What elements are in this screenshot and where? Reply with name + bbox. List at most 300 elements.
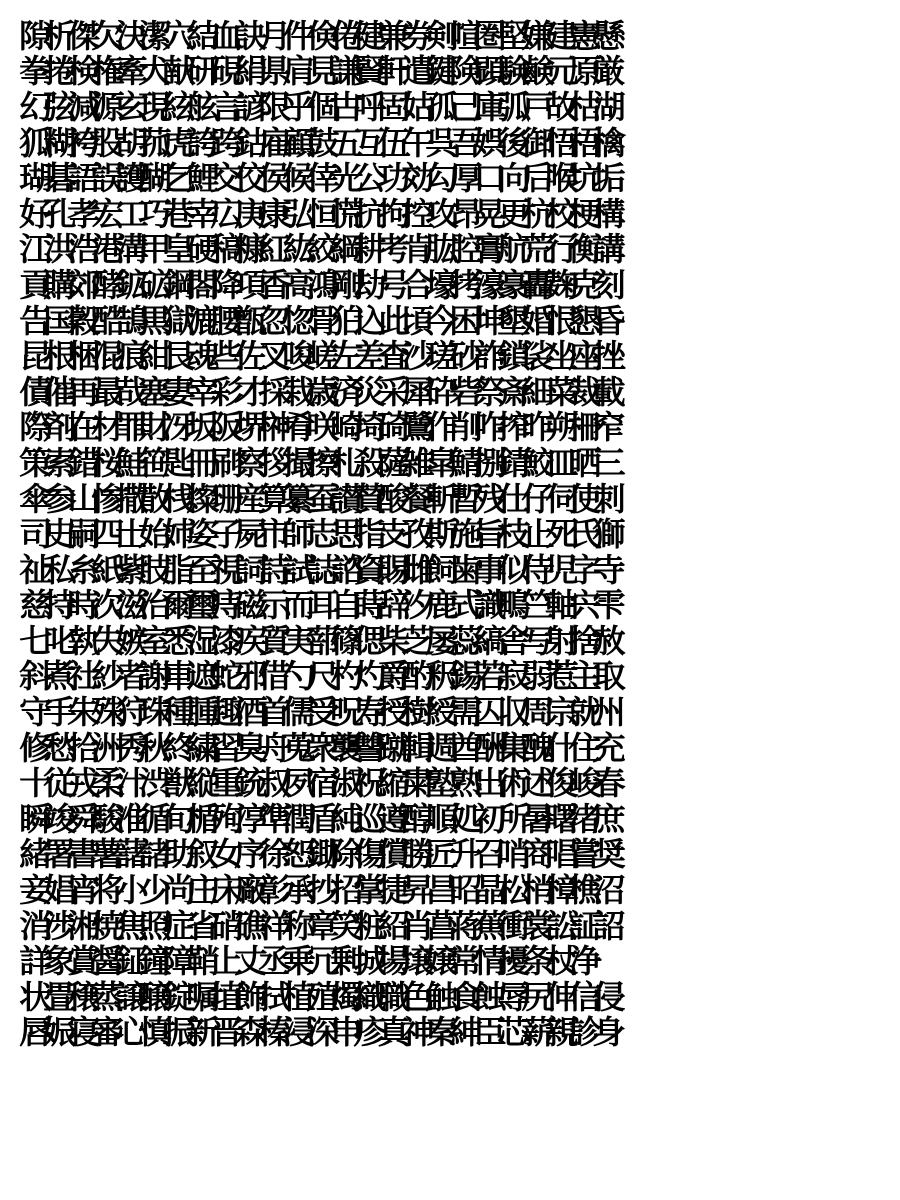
glyph-cell: 砕	[425, 372, 459, 411]
glyph-cell: 梧	[568, 123, 603, 162]
glyph-cell: 込	[353, 301, 388, 340]
glyph-cell: 吾	[449, 123, 483, 162]
glyph-cell: 殺	[353, 443, 388, 482]
glyph-cell: 森	[234, 1013, 268, 1052]
glyph-row	[19, 16, 876, 55]
glyph-cell: 惨	[90, 479, 125, 518]
glyph-cell: 錆	[496, 443, 531, 482]
glyph-cell: 綱	[329, 230, 364, 269]
glyph-cell: 溝	[114, 230, 149, 269]
glyph-cell: 巧	[138, 194, 173, 233]
glyph-cell: 克	[568, 265, 603, 304]
glyph-cell: 験	[496, 52, 531, 91]
glyph-cell: 借	[258, 657, 292, 696]
glyph-cell: 志	[305, 515, 340, 554]
glyph-cell: 畳	[43, 977, 77, 1016]
glyph-cell: 悟	[544, 123, 579, 162]
glyph-cell: 恕	[281, 835, 316, 874]
glyph-cell: 月	[258, 16, 292, 55]
glyph-cell: 叱	[43, 621, 77, 660]
glyph-cell: 崎	[329, 408, 364, 447]
glyph-cell: 堺	[234, 408, 268, 447]
glyph-cell: 醤	[90, 942, 125, 981]
glyph-cell: 脂	[162, 550, 197, 589]
glyph-cell: 捨	[568, 621, 603, 660]
glyph-cell: 匙	[162, 443, 197, 482]
glyph-cell: 晃	[473, 194, 507, 233]
glyph-cell: 腫	[186, 693, 220, 732]
glyph-cell: 豪	[496, 265, 531, 304]
glyph-cell: 襲	[329, 728, 364, 767]
glyph-cell: 宿	[305, 764, 340, 803]
glyph-cell: 承	[281, 871, 316, 910]
glyph-cell: 削	[449, 408, 483, 447]
glyph-cell: 持	[43, 586, 77, 625]
glyph-cell: 昂	[449, 194, 483, 233]
glyph-cell: 笑	[329, 906, 364, 945]
glyph-cell: 申	[329, 1013, 364, 1052]
glyph-cell: 似	[496, 550, 531, 589]
glyph-cell: 璽	[186, 586, 220, 625]
glyph-cell: 購	[43, 265, 77, 304]
glyph-cell: 出	[473, 764, 507, 803]
glyph-cell: 朱	[66, 693, 101, 732]
glyph-cell: 刻	[592, 265, 627, 304]
glyph-cell: 血	[210, 16, 244, 55]
glyph-cell: 鼓	[305, 123, 340, 162]
glyph-cell: 皿	[544, 443, 579, 482]
glyph-cell: 券	[401, 16, 436, 55]
glyph-cell: 些	[210, 337, 244, 376]
glyph-cell: 濠	[473, 265, 507, 304]
glyph-cell: 喉	[544, 159, 579, 198]
glyph-cell: 仔	[520, 479, 555, 518]
glyph-cell: 護	[114, 159, 149, 198]
glyph-cell: 懸	[592, 16, 627, 55]
glyph-cell: 斎	[496, 372, 531, 411]
glyph-grid	[19, 16, 876, 1052]
glyph-cell: 思	[329, 515, 364, 554]
glyph-cell: 爵	[377, 657, 412, 696]
glyph-cell: 再	[66, 372, 101, 411]
glyph-cell: 嘱	[186, 977, 220, 1016]
glyph-row	[19, 586, 876, 625]
glyph-cell: 照	[138, 906, 173, 945]
glyph-cell: 慎	[138, 1013, 173, 1052]
glyph-cell: 沼	[592, 871, 627, 910]
glyph-cell: 妾	[19, 871, 53, 910]
glyph-cell: 弱	[520, 657, 555, 696]
glyph-cell: 遣	[401, 52, 436, 91]
glyph-cell: 胡	[114, 123, 149, 162]
glyph-cell: 梢	[520, 871, 555, 910]
glyph-row	[19, 123, 876, 162]
glyph-cell: 魂	[186, 337, 220, 376]
glyph-cell: 症	[162, 906, 197, 945]
glyph-cell: 祝	[353, 764, 388, 803]
glyph-row	[19, 230, 876, 269]
glyph-row	[19, 835, 876, 874]
glyph-cell: 倦	[329, 16, 364, 55]
glyph-cell: 県	[258, 52, 292, 91]
glyph-cell: 署	[43, 835, 77, 874]
glyph-cell: 舷	[186, 87, 220, 126]
glyph-cell: 盾	[305, 799, 340, 838]
glyph-cell: 詩	[258, 550, 292, 589]
glyph-cell: 控	[401, 194, 436, 233]
glyph-cell: 循	[138, 799, 173, 838]
glyph-cell: 擾	[496, 942, 531, 981]
glyph-cell: 功	[377, 159, 412, 198]
glyph-cell: 駿	[90, 799, 125, 838]
glyph-cell: 黒	[138, 301, 173, 340]
glyph-cell: 降	[210, 265, 244, 304]
glyph-cell: 瞬	[19, 799, 53, 838]
glyph-cell: 写	[520, 621, 555, 660]
glyph-cell: 効	[401, 159, 436, 198]
glyph-cell: 潔	[138, 16, 173, 55]
glyph-cell: 囚	[473, 693, 507, 732]
glyph-cell: 菖	[425, 906, 459, 945]
glyph-cell: 兼	[377, 16, 412, 55]
glyph-cell: 甑	[234, 301, 268, 340]
glyph-cell: 心	[114, 1013, 149, 1052]
glyph-cell: 項	[234, 265, 268, 304]
glyph-cell: 攻	[425, 194, 459, 233]
glyph-cell: 校	[544, 194, 579, 233]
glyph-cell: 受	[305, 693, 340, 732]
glyph-cell: 種	[162, 693, 197, 732]
glyph-cell: 乞	[162, 159, 197, 198]
glyph-cell: 寝	[66, 1013, 101, 1052]
glyph-cell: 祭	[473, 372, 507, 411]
glyph-row	[19, 301, 876, 340]
glyph-cell: 七	[19, 621, 53, 660]
glyph-cell: 織	[353, 977, 388, 1016]
glyph-cell: 絃	[162, 87, 197, 126]
glyph-cell: 慌	[329, 194, 364, 233]
glyph-cell: 幸	[186, 194, 220, 233]
glyph-cell: 懇	[568, 301, 603, 340]
glyph-cell: 舟	[258, 728, 292, 767]
glyph-row	[19, 265, 876, 304]
glyph-row	[19, 764, 876, 803]
glyph-cell: 失	[90, 621, 125, 660]
glyph-cell: 床	[210, 871, 244, 910]
glyph-cell: 従	[43, 764, 77, 803]
glyph-cell: 剰	[329, 942, 364, 981]
glyph-cell: 漆	[210, 621, 244, 660]
glyph-cell: 漉	[186, 301, 220, 340]
glyph-cell: 粧	[353, 906, 388, 945]
glyph-cell: 訣	[234, 16, 268, 55]
glyph-cell: 笹	[138, 443, 173, 482]
glyph-cell: 梱	[66, 337, 101, 376]
glyph-cell: 鹸	[520, 52, 555, 91]
glyph-cell: 抗	[353, 194, 388, 233]
glyph-cell: 什	[544, 728, 579, 767]
glyph-cell: 酋	[449, 728, 483, 767]
glyph-cell: 弧	[496, 87, 531, 126]
glyph-cell: 済	[329, 372, 364, 411]
glyph-cell: 洪	[43, 230, 77, 269]
glyph-cell: 譲	[114, 977, 149, 1016]
glyph-cell: 捲	[43, 52, 77, 91]
glyph-cell: 索	[43, 443, 77, 482]
glyph-cell: 章	[305, 906, 340, 945]
glyph-cell: 研	[186, 52, 220, 91]
glyph-cell: 需	[449, 693, 483, 732]
glyph-cell: 故	[544, 87, 579, 126]
glyph-cell: 者	[114, 657, 149, 696]
glyph-cell: 算	[258, 479, 292, 518]
glyph-cell: 宵	[66, 871, 101, 910]
glyph-cell: 恒	[305, 194, 340, 233]
glyph-cell: 犀	[401, 372, 436, 411]
glyph-cell: 撮	[281, 443, 316, 482]
glyph-cell: 子	[210, 515, 244, 554]
glyph-cell: 瑳	[425, 337, 459, 376]
glyph-cell: 鞘	[186, 942, 220, 981]
glyph-cell: 検	[66, 52, 101, 91]
glyph-cell: 困	[449, 301, 483, 340]
glyph-cell: 侍	[520, 550, 555, 589]
glyph-cell: 宰	[186, 372, 220, 411]
glyph-cell: 婚	[520, 301, 555, 340]
glyph-cell: 訟	[544, 906, 579, 945]
glyph-cell: 集	[496, 728, 531, 767]
glyph-cell: 召	[473, 835, 507, 874]
glyph-cell: 讐	[353, 728, 388, 767]
glyph-cell: 趣	[210, 693, 244, 732]
glyph-cell: 唆	[281, 337, 316, 376]
glyph-cell: 審	[90, 1013, 125, 1052]
glyph-cell: 庶	[592, 799, 627, 838]
glyph-cell: 皐	[425, 443, 459, 482]
glyph-cell: 浩	[66, 230, 101, 269]
glyph-cell: 浸	[281, 1013, 316, 1052]
glyph-cell: 醜	[520, 728, 555, 767]
glyph-cell: 象	[43, 942, 77, 981]
glyph-cell: 錯	[66, 443, 101, 482]
glyph-cell: 支	[377, 515, 412, 554]
glyph-cell: 策	[19, 443, 53, 482]
glyph-cell: 尚	[162, 871, 197, 910]
glyph-cell: 墾	[496, 301, 531, 340]
glyph-cell: 阪	[210, 408, 244, 447]
glyph-cell: 児	[544, 550, 579, 589]
glyph-cell: 産	[234, 479, 268, 518]
glyph-cell: 後	[496, 123, 531, 162]
glyph-cell: 析	[43, 16, 77, 55]
glyph-cell: 嵯	[305, 337, 340, 376]
glyph-cell: 紙	[90, 550, 125, 589]
glyph-cell: 裁	[568, 372, 603, 411]
glyph-cell: 咋	[473, 408, 507, 447]
glyph-cell: 災	[353, 372, 388, 411]
glyph-cell: 姿	[186, 515, 220, 554]
glyph-cell: 獅	[592, 515, 627, 554]
glyph-cell: 斬	[425, 479, 459, 518]
glyph-cell: 汐	[401, 586, 436, 625]
glyph-cell: 捷	[377, 871, 412, 910]
glyph-cell: 疹	[353, 1013, 388, 1052]
glyph-cell: 殊	[90, 693, 125, 732]
glyph-cell: 参	[43, 479, 77, 518]
glyph-cell: 嗣	[66, 515, 101, 554]
glyph-cell: 散	[138, 479, 173, 518]
glyph-cell: 勝	[401, 835, 436, 874]
glyph-cell: 辞	[377, 586, 412, 625]
glyph-cell: 詞	[234, 550, 268, 589]
glyph-cell: 嘗	[568, 835, 603, 874]
glyph-cell: 催	[43, 372, 77, 411]
glyph-cell: 塞	[138, 372, 173, 411]
glyph-cell: 准	[114, 799, 149, 838]
glyph-cell: 灼	[353, 657, 388, 696]
glyph-cell: 雫	[592, 586, 627, 625]
glyph-row	[19, 87, 876, 126]
glyph-cell: 誤	[90, 159, 125, 198]
glyph-cell: 頃	[401, 301, 436, 340]
glyph-cell: 寺	[592, 550, 627, 589]
glyph-cell: 姉	[162, 515, 197, 554]
glyph-cell: 止	[520, 515, 555, 554]
glyph-cell: 語	[66, 159, 101, 198]
glyph-cell: 砂	[449, 337, 483, 376]
glyph-cell: 股	[90, 123, 125, 162]
glyph-row	[19, 906, 876, 945]
glyph-cell: 拷	[449, 265, 483, 304]
glyph-cell: 瑚	[19, 159, 53, 198]
glyph-cell: 惚	[281, 301, 316, 340]
glyph-cell: 曙	[544, 799, 579, 838]
glyph-cell: 玄	[114, 87, 149, 126]
glyph-cell: 蕉	[473, 906, 507, 945]
glyph-cell: 隙	[19, 16, 53, 55]
glyph-cell: 向	[496, 159, 531, 198]
glyph-cell: 獣	[162, 764, 197, 803]
glyph-cell: 腔	[449, 230, 483, 269]
glyph-cell: 助	[162, 835, 197, 874]
glyph-cell: 使	[568, 479, 603, 518]
glyph-cell: 挫	[592, 337, 627, 376]
glyph-row	[19, 942, 876, 981]
glyph-cell: 疾	[234, 621, 268, 660]
glyph-cell: 哉	[114, 372, 149, 411]
glyph-cell: 杓	[329, 657, 364, 696]
glyph-cell: 緒	[19, 835, 53, 874]
glyph-cell: 麹	[544, 265, 579, 304]
glyph-row	[19, 372, 876, 411]
glyph-cell: 峻	[568, 764, 603, 803]
glyph-cell: 誇	[186, 123, 220, 162]
glyph-row	[19, 159, 876, 198]
glyph-cell: 穣	[66, 977, 101, 1016]
glyph-cell: 呼	[353, 87, 388, 126]
glyph-cell: 硬	[186, 230, 220, 269]
glyph-cell: 守	[19, 693, 53, 732]
glyph-cell: 晒	[568, 443, 603, 482]
glyph-cell: 刷	[210, 443, 244, 482]
glyph-cell: 屡	[425, 621, 459, 660]
glyph-cell: 耳	[305, 586, 340, 625]
glyph-cell: 輯	[401, 728, 436, 767]
glyph-row	[19, 479, 876, 518]
glyph-cell: 尻	[520, 977, 555, 1016]
glyph-cell: 裟	[520, 337, 555, 376]
glyph-cell: 宏	[90, 194, 125, 233]
glyph-cell: 醇	[401, 799, 436, 838]
glyph-cell: 臭	[234, 728, 268, 767]
glyph-cell: 燭	[329, 977, 364, 1016]
glyph-cell: 樵	[568, 871, 603, 910]
glyph-cell: 坑	[568, 159, 603, 198]
glyph-cell: 施	[449, 515, 483, 554]
glyph-cell: 肩	[281, 52, 316, 91]
glyph-cell: 振	[162, 1013, 197, 1052]
glyph-cell: 斜	[19, 657, 53, 696]
glyph-row	[19, 728, 876, 767]
glyph-cell: 冗	[305, 942, 340, 981]
glyph-cell: 嬢	[425, 942, 459, 981]
glyph-cell: 恨	[544, 301, 579, 340]
glyph-cell: 糊	[43, 123, 77, 162]
glyph-cell: 厳	[592, 52, 627, 91]
glyph-cell: 剛	[329, 265, 364, 304]
glyph-cell: 渉	[43, 906, 77, 945]
glyph-cell: 屍	[234, 515, 268, 554]
glyph-cell: 酵	[90, 265, 125, 304]
glyph-cell: 蕊	[449, 621, 483, 660]
glyph-cell: 昌	[425, 871, 459, 910]
glyph-cell: 犬	[138, 52, 173, 91]
glyph-cell: 舎	[496, 621, 531, 660]
glyph-cell: 視	[210, 550, 244, 589]
glyph-cell: 傑	[66, 16, 101, 55]
glyph-cell: 呪	[329, 693, 364, 732]
glyph-cell: 竣	[43, 799, 77, 838]
glyph-cell: 場	[377, 942, 412, 981]
glyph-cell: 湿	[186, 621, 220, 660]
glyph-cell: 小	[114, 871, 149, 910]
glyph-cell: 秀	[114, 728, 149, 767]
glyph-cell: 讃	[329, 479, 364, 518]
glyph-cell: 診	[568, 1013, 603, 1052]
glyph-cell: 重	[210, 764, 244, 803]
glyph-cell: 考	[377, 230, 412, 269]
glyph-cell: 渚	[568, 799, 603, 838]
glyph-cell: 蝕	[473, 977, 507, 1016]
glyph-cell: 浄	[568, 942, 603, 981]
glyph-cell: 伸	[544, 977, 579, 1016]
glyph-cell: 狛	[329, 301, 364, 340]
glyph-cell: 広	[210, 194, 244, 233]
glyph-cell: 信	[568, 977, 603, 1016]
glyph-cell: 礁	[234, 906, 268, 945]
glyph-cell: 港	[90, 230, 125, 269]
glyph-cell: 匠	[425, 835, 459, 874]
glyph-cell: 丈	[234, 942, 268, 981]
glyph-cell: 書	[66, 835, 101, 874]
glyph-cell: 遮	[186, 657, 220, 696]
glyph-cell: 孝	[66, 194, 101, 233]
glyph-cell: 次	[90, 586, 125, 625]
glyph-cell: 習	[210, 728, 244, 767]
glyph-cell: 儒	[281, 693, 316, 732]
glyph-cell: 鵠	[114, 301, 149, 340]
glyph-cell: 鷺	[401, 408, 436, 447]
